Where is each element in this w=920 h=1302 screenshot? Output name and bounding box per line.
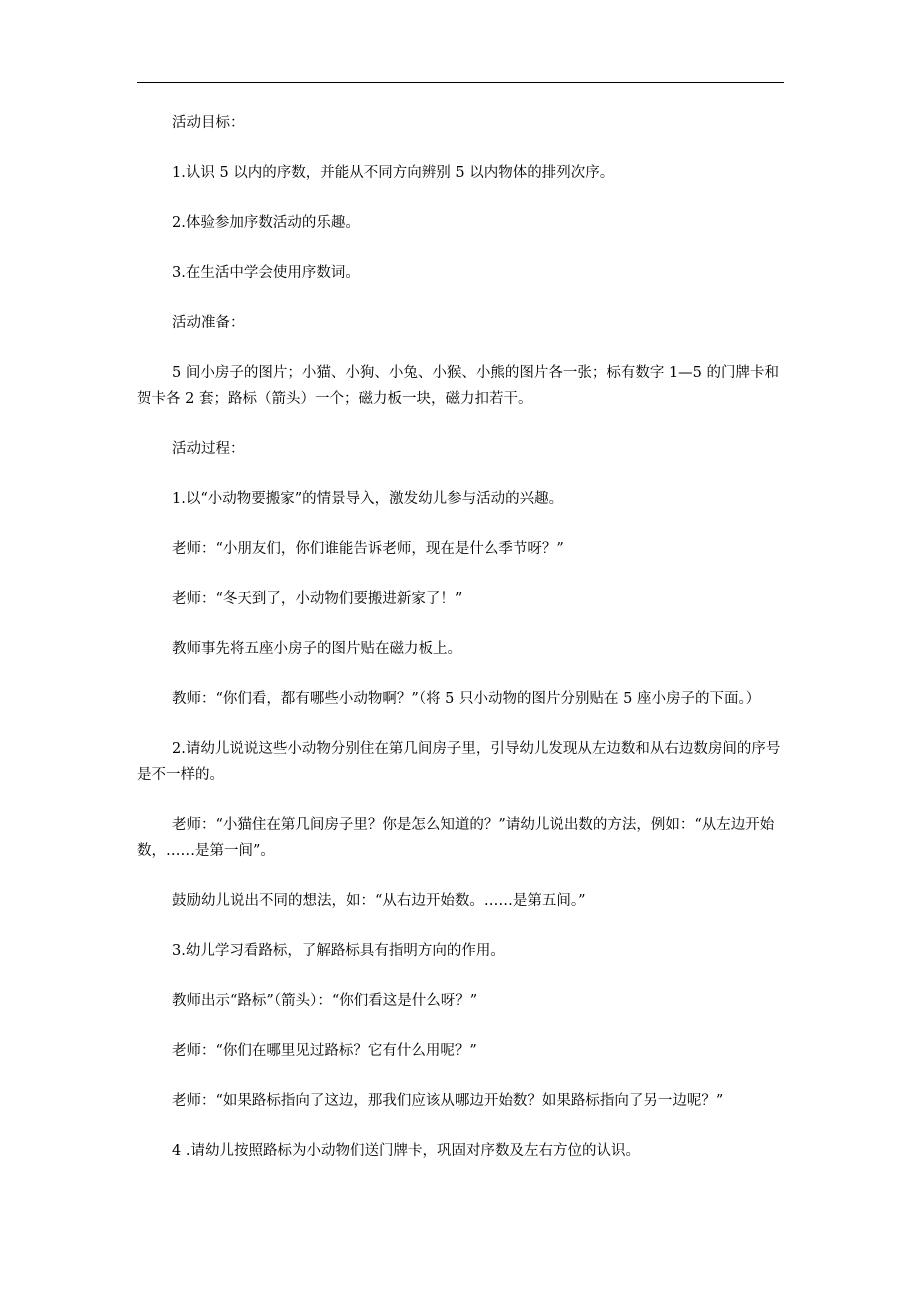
process-step: 1.以“小动物要搬家”的情景导入，激发幼儿参与活动的兴趣。 [172, 491, 564, 507]
dialogue-line: 老师：“如果路标指向了这边，那我们应该从哪边开始数？如果路标指向了另一边呢？” [172, 1093, 724, 1109]
goal-item: 1.认识 5 以内的序数，并能从不同方向辨别 5 以内物体的排列次序。 [172, 165, 615, 181]
header-rule [137, 82, 784, 83]
dialogue-line: 教师出示“路标”（箭头）：“你们看这是什么呀？” [172, 993, 478, 1009]
goal-item: 2.体验参加序数活动的乐趣。 [172, 215, 360, 231]
section-heading-process: 活动过程： [172, 441, 245, 457]
document-body [137, 110, 784, 1164]
dialogue-line: 老师：“冬天到了，小动物们要搬进新家了！” [172, 591, 463, 607]
dialogue-line: 老师：“你们在哪里见过路标？它有什么用呢？” [172, 1043, 477, 1059]
process-step: 3.幼儿学习看路标，了解路标具有指明方向的作用。 [172, 943, 505, 959]
process-text: 鼓励幼儿说出不同的想法，如：“从右边开始数。……是第五间。” [172, 893, 586, 909]
section-heading-preparation: 活动准备： [172, 315, 245, 331]
process-step: 2.请幼儿说说这些小动物分别住在第几间房子里，引导幼儿发现从左边数和从右边数房间的序号是不一样的。 [137, 741, 781, 783]
process-text: 教师事先将五座小房子的图片贴在磁力板上。 [172, 641, 462, 657]
preparation-text: 5 间小房子的图片；小猫、小狗、小兔、小猴、小熊的图片各一张；标有数字 1—5 的门牌卡和贺卡各 2 套；路标（箭头）一个；磁力板一块，磁力扣若干。 [137, 365, 779, 407]
dialogue-line: 老师：“小猫住在第几间房子里？你是怎么知道的？”请幼儿说出数的方法，例如：“从左边开始数，……是第一间”。 [137, 817, 775, 859]
dialogue-line: 教师：“你们看，都有哪些小动物啊？”（将 5 只小动物的图片分别贴在 5 座小房子的下面。） [172, 691, 761, 707]
goal-item: 3.在生活中学会使用序数词。 [172, 265, 360, 281]
dialogue-line: 老师：“小朋友们，你们谁能告诉老师，现在是什么季节呀？” [172, 541, 564, 557]
section-heading-goals: 活动目标： [172, 115, 245, 131]
process-step: 4 .请幼儿按照路标为小动物们送门牌卡，巩固对序数及左右方位的认识。 [172, 1143, 640, 1159]
